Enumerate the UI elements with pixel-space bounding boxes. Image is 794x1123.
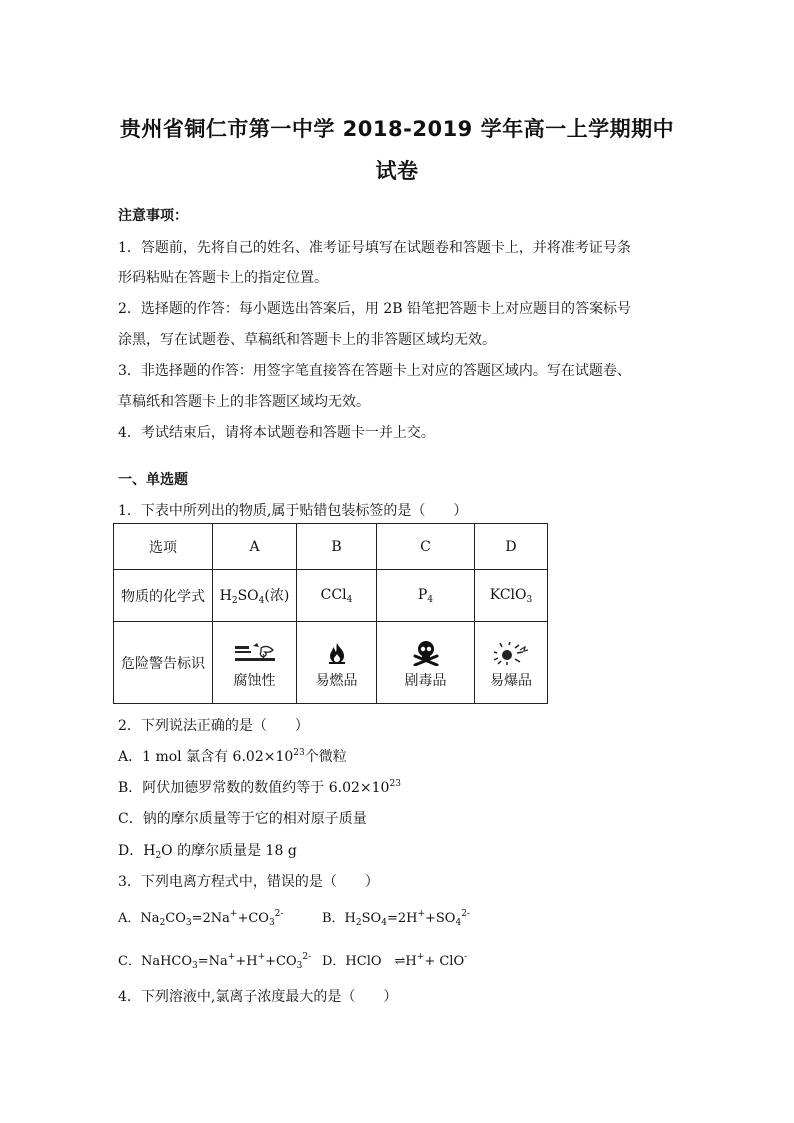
option-text: SO (361, 911, 382, 926)
subscript: 4 (455, 918, 462, 928)
warning-label: 易爆品 (490, 672, 532, 689)
warning-label: 剧毒品 (404, 672, 447, 689)
formula-text: CCl (320, 586, 347, 603)
formula-cell-a (213, 570, 297, 622)
option-text: =2Na (191, 911, 230, 926)
formula-cell-b (297, 570, 377, 622)
subscript: 4 (258, 596, 265, 606)
notice-item: 2．选择题的作答：每小题选出答案后，用 2B 铅笔把答题卡上对应题目的答案标号 (118, 301, 632, 317)
option-text: +CO (265, 954, 297, 969)
table-row (114, 570, 548, 622)
question-4-stem: 4．下列溶液中,氯离子浓度最大的是（ ） (118, 989, 398, 1005)
question-3-option-b (322, 907, 470, 928)
option-text: O 的摩尔质量是 18 g (161, 843, 297, 859)
question-2-option-c: C．钠的摩尔质量等于它的相对原子质量 (118, 811, 367, 827)
question-2-option-d (118, 840, 297, 861)
warning-cell-c (377, 622, 475, 704)
table-header-cell: A (213, 524, 297, 570)
table-row (114, 622, 548, 704)
formula-text: P (417, 586, 428, 603)
question-3-option-d (322, 950, 467, 969)
section-heading: 一、单选题 (118, 472, 188, 488)
option-text: +H (235, 954, 258, 969)
superscript: + (229, 909, 238, 919)
superscript: + (257, 952, 266, 962)
warning-cell-b (297, 622, 377, 704)
subscript: 4 (427, 594, 434, 605)
question-2-option-b (118, 777, 401, 797)
option-text: A．Na (118, 911, 160, 926)
subscript: 2 (355, 918, 362, 928)
notice-item: 4．考试结束后，请将本试题卷和答题卡一并上交。 (118, 425, 435, 441)
formula-text: (浓) (264, 588, 290, 604)
superscript: 2- (274, 909, 284, 919)
question-3-stem: 3．下列电离方程式中，错误的是（ ） (118, 874, 379, 890)
superscript: 2- (302, 952, 312, 962)
option-text: +CO (237, 911, 269, 926)
table-header-cell: 选项 (114, 524, 213, 570)
subscript: 3 (185, 918, 192, 928)
question-3-option-a (118, 907, 283, 928)
corrosive-icon (213, 636, 296, 670)
warning-label: 易燃品 (315, 672, 358, 689)
warning-cell-d (475, 622, 548, 704)
subscript: 4 (346, 594, 353, 605)
skull-crossbones-icon (377, 636, 474, 670)
table-row (114, 524, 548, 570)
question-3-option-c (118, 950, 311, 971)
option-text: =Na (197, 954, 228, 969)
superscript: - (464, 952, 468, 962)
table-header-cell: D (475, 524, 548, 570)
notice-item: 形码粘贴在答题卡上的指定位置。 (118, 270, 328, 286)
page-title-line2: 试卷 (375, 159, 419, 183)
option-text: + ClO (424, 954, 465, 969)
subscript: 3 (526, 594, 533, 605)
subscript: 2 (159, 918, 166, 928)
superscript: + (417, 909, 425, 919)
notice-item: 草稿纸和答题卡上的非答题区域均无效。 (118, 394, 370, 410)
table-header-cell: C (377, 524, 475, 570)
warning-cell-a (213, 622, 297, 704)
option-text: 个微粒 (304, 749, 347, 765)
option-text: CO (165, 911, 186, 926)
superscript: + (227, 952, 236, 962)
formula-cell-c (377, 570, 475, 622)
notice-item: 1．答题前，先将自己的姓名、准考证号填写在试题卷和答题卡上，并将准考证号条 (118, 240, 631, 256)
explosive-icon (475, 636, 547, 670)
formula-cell-d (475, 570, 548, 622)
subscript: 2 (231, 596, 238, 606)
subscript: 3 (192, 961, 198, 971)
subscript: 2 (155, 851, 162, 861)
page-title: 贵州省铜仁市第一中学 2018-2019 学年高一上学期期中 (119, 117, 675, 141)
hazard-label-table (113, 523, 548, 704)
superscript: 23 (389, 779, 401, 789)
row-label-formula: 物质的化学式 (114, 570, 213, 622)
row-label-warning: 危险警告标识 (114, 622, 213, 704)
formula-text: SO (237, 588, 259, 604)
notice-item: 涂黑，写在试题卷、草稿纸和答题卡上的非答题区域均无效。 (118, 332, 496, 348)
option-text: B．阿伏加德罗常数的数值约等于 6.02×10 (118, 780, 390, 796)
superscript: 2- (461, 909, 470, 919)
option-text: D．H (118, 843, 156, 859)
warning-label: 腐蚀性 (233, 672, 276, 689)
subscript: 4 (381, 918, 387, 928)
flame-icon (297, 636, 376, 670)
option-text: C．NaHCO (118, 954, 193, 969)
question-2-stem: 2．下列说法正确的是（ ） (118, 718, 309, 734)
formula-text: H (219, 588, 232, 604)
question-1-stem: 1．下表中所列出的物质,属于贴错包装标签的是（ ） (118, 503, 468, 519)
superscript: + (416, 952, 425, 962)
option-text: B．H (322, 911, 356, 926)
formula-text: KClO (489, 586, 527, 603)
superscript: 23 (293, 748, 305, 758)
notice-heading: 注意事项： (118, 208, 188, 224)
option-text: D．HClO ⇌H (322, 954, 417, 969)
notice-item: 3．非选择题的作答：用签字笔直接答在答题卡上对应的答题区域内。写在试题卷、 (118, 363, 631, 379)
subscript: 3 (268, 918, 275, 928)
table-header-cell: B (297, 524, 377, 570)
option-text: +SO (425, 911, 456, 926)
option-text: A．1 mol 氯含有 6.02×10 (118, 749, 294, 765)
question-2-option-a (118, 746, 347, 766)
subscript: 3 (296, 961, 303, 971)
option-text: =2H (386, 911, 418, 926)
